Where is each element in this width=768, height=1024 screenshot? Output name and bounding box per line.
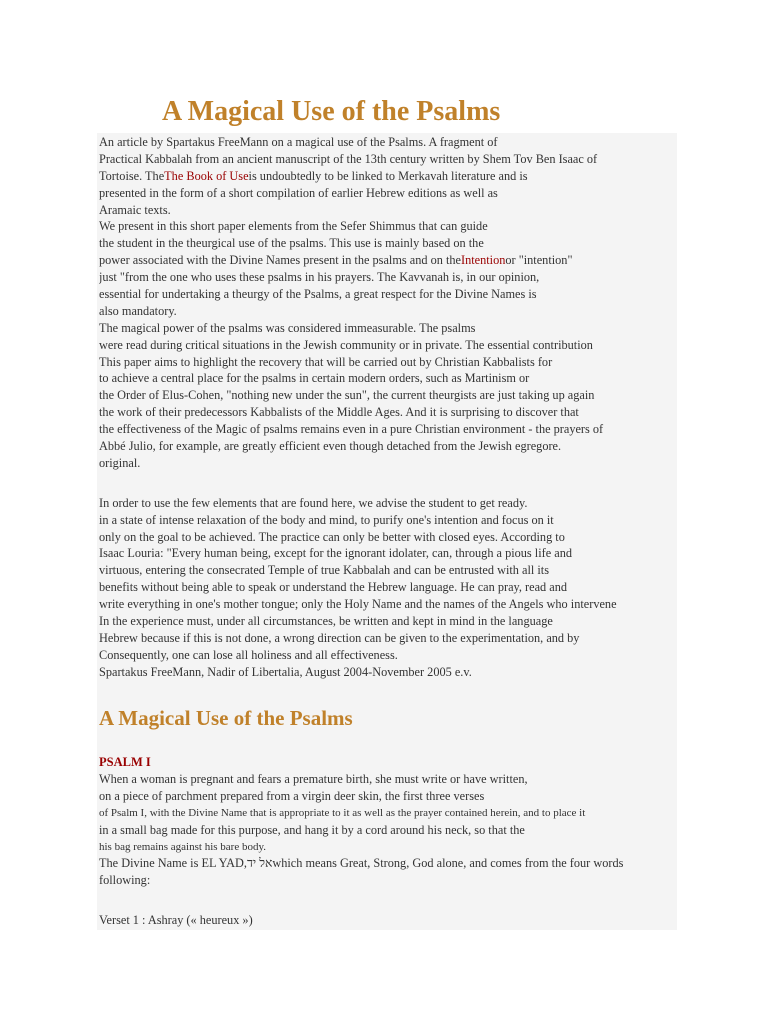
text-line: just "from the one who uses these psalms in his prayers. The Kavvanah is, in our opinion, (99, 270, 540, 285)
text-line: presented in the form of a short compilation of earlier Hebrew editions as well as (99, 185, 498, 200)
text-line: also mandatory. (99, 303, 177, 318)
text-fragment: which means Great, Strong, God alone, and comes from the four words (272, 856, 624, 871)
text-line: the effectiveness of the Magic of psalms remains even in a pure Christian environment - the prayers of (99, 422, 604, 437)
text-fragment: is undoubtedly to be linked to Merkavah literature and is (248, 168, 528, 183)
author-signature: Spartakus FreeMann, Nadir of Libertalia, August 2004-November 2005 e.v. (99, 664, 472, 679)
psalm-1-text (99, 771, 675, 889)
text-line: Isaac Louria: "Every human being, except for the ignorant idolater, can, through a pious life and (99, 546, 573, 561)
text-line: This paper aims to highlight the recovery that will be carried out by Christian Kabbalists for (99, 354, 553, 369)
text-line: original. (99, 455, 141, 470)
psalm-heading: PSALM I (99, 755, 151, 769)
text-line: We present in this short paper elements from the Sefer Shimmus that can guide (99, 219, 488, 234)
section-title: A Magical Use of the Psalms (99, 706, 353, 730)
text-fragment: The Divine Name is EL YAD, (99, 856, 247, 871)
text-line: the student in the theurgical use of the psalms. This use is mainly based on the (99, 236, 484, 251)
intention-link[interactable]: Intention (460, 253, 506, 268)
page-title: A Magical Use of the Psalms (162, 96, 501, 127)
text-fragment: or "intention" (505, 253, 573, 268)
text-line: following: (99, 873, 151, 888)
text-line: benefits without being able to speak or understand the Hebrew language. He can pray, read and (99, 580, 568, 595)
text-line: When a woman is pregnant and fears a premature birth, she must write or have written, (99, 772, 528, 786)
text-line: the work of their predecessors Kabbalists of the Middle Ages. And it is surprising to discover that (99, 405, 579, 420)
text-line: only on the goal to be achieved. The practice can only be better with closed eyes. According to (99, 529, 565, 544)
text-line: were read during critical situations in the Jewish community or in private. The essential contribution (99, 337, 593, 352)
text-line: to achieve a central place for the psalms in certain modern orders, such as Martinism or (99, 371, 530, 386)
hebrew-divine-name: אל יד (246, 856, 273, 871)
text-line: essential for undertaking a theurgy of the Psalms, a great respect for the Divine Names is (99, 287, 537, 302)
text-line: The magical power of the psalms was considered immeasurable. The psalms (99, 320, 476, 335)
text-line: Aramaic texts. (99, 202, 171, 217)
text-line: An article by Spartakus FreeMann on a magical use of the Psalms. A fragment of (99, 135, 498, 149)
text-line (99, 252, 675, 269)
text-line: his bag remains against his bare body. (99, 840, 266, 853)
text-line: write everything in one's mother tongue; only the Holy Name and the names of the Angels who intervene (99, 597, 617, 612)
text-line: Hebrew because if this is not done, a wrong direction can be given to the experimentation, and by (99, 630, 580, 645)
text-line: of Psalm I, with the Divine Name that is appropriate to it as well as the prayer contained herein, and to place it (99, 806, 586, 819)
text-line: on a piece of parchment prepared from a virgin deer skin, the first three verses (99, 788, 485, 803)
text-fragment: Tortoise. The (99, 168, 165, 183)
text-line: Consequently, one can lose all holiness and all effectiveness. (99, 647, 398, 662)
text-line (99, 855, 675, 872)
text-line: Abbé Julio, for example, are greatly efficient even though detached from the Jewish egregore. (99, 439, 562, 454)
text-line: In the experience must, under all circumstances, be written and kept in mind in the language (99, 614, 553, 629)
verse-1: Verset 1 : Ashray (« heureux ») (99, 913, 253, 927)
text-line: virtuous, entering the consecrated Temple of true Kabbalah and can be entrusted with all its (99, 563, 549, 578)
text-line: the Order of Elus-Cohen, "nothing new under the sun", the current theurgists are just taking up again (99, 388, 595, 403)
text-fragment: power associated with the Divine Names present in the psalms and on the (99, 253, 461, 268)
book-of-use-link[interactable]: The Book of Use (164, 168, 249, 183)
intro-section (99, 134, 675, 681)
text-line: in a state of intense relaxation of the body and mind, to purify one's intention and focus on it (99, 512, 554, 527)
text-line: In order to use the few elements that are found here, we advise the student to get ready. (99, 495, 528, 510)
text-line (99, 168, 675, 185)
text-line: in a small bag made for this purpose, and hang it by a cord around his neck, so that the (99, 822, 525, 837)
paragraph-gap (99, 472, 675, 495)
text-line: Practical Kabbalah from an ancient manuscript of the 13th century written by Shem Tov Ben Isaac of (99, 151, 598, 166)
